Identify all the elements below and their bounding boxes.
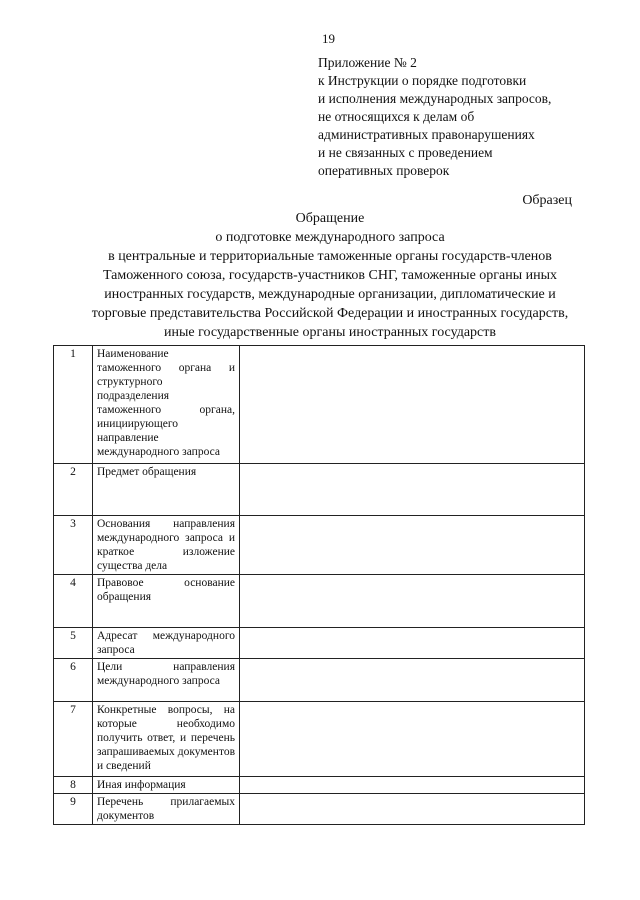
row-label: Правовое основание обращения (93, 575, 240, 628)
row-label: Наименование таможенного органа и структурного подразделения таможенного органа, инициирующего направление международного запроса (93, 346, 240, 464)
appendix-line: не относящихся к делам об (318, 109, 475, 124)
row-label: Перечень прилагаемых документов (93, 794, 240, 825)
appendix-line: оперативных проверок (318, 163, 450, 178)
document-title (40, 209, 620, 342)
row-label: Предмет обращения (93, 464, 240, 516)
title-line: иные государственные органы иностранных государств (164, 325, 496, 340)
row-number: 2 (54, 464, 93, 516)
appendix-line: Приложение № 2 (318, 55, 417, 70)
table-row (54, 575, 585, 628)
title-line: о подготовке международного запроса (215, 230, 445, 245)
page-number: 19 (322, 31, 335, 46)
row-number: 9 (54, 794, 93, 825)
table-row (54, 464, 585, 516)
row-number: 3 (54, 516, 93, 575)
appendix-line: к Инструкции о порядке подготовки (318, 73, 527, 88)
row-value-field[interactable] (240, 575, 585, 628)
row-number: 4 (54, 575, 93, 628)
row-label: Иная информация (93, 777, 240, 794)
appendix-line: и исполнения международных запросов, (318, 91, 552, 106)
row-value-field[interactable] (240, 628, 585, 659)
row-number: 8 (54, 777, 93, 794)
appendix-line: административных правонарушениях (318, 127, 535, 142)
table-row (54, 659, 585, 702)
table-row (54, 628, 585, 659)
title-line: торговые представительства Российской Федерации и иностранных государств, (91, 306, 569, 321)
row-label: Конкретные вопросы, на которые необходимо получить ответ, и перечень запрашиваемых документов и сведений (93, 702, 240, 777)
title-line: иностранных государств, международные организации, дипломатические и (104, 287, 556, 302)
appendix-header (318, 54, 618, 180)
appendix-line: и не связанных с проведением (318, 145, 493, 160)
sample-label: Образец (522, 193, 572, 208)
row-value-field[interactable] (240, 794, 585, 825)
row-number: 6 (54, 659, 93, 702)
table-row (54, 777, 585, 794)
row-value-field[interactable] (240, 516, 585, 575)
table-row (54, 702, 585, 777)
row-label: Основания направления международного запроса и краткое изложение существа дела (93, 516, 240, 575)
row-label: Адресат международного запроса (93, 628, 240, 659)
title-line: Таможенного союза, государств-участников СНГ, таможенные органы иных (102, 268, 558, 283)
row-number: 5 (54, 628, 93, 659)
row-value-field[interactable] (240, 464, 585, 516)
row-number: 7 (54, 702, 93, 777)
table-row (54, 794, 585, 825)
row-value-field[interactable] (240, 346, 585, 464)
title-line: в центральные и территориальные таможенные органы государств-членов (108, 249, 552, 264)
row-label: Цели направления международного запроса (93, 659, 240, 702)
row-number: 1 (54, 346, 93, 464)
row-value-field[interactable] (240, 659, 585, 702)
row-value-field[interactable] (240, 777, 585, 794)
table-row (54, 516, 585, 575)
table-row (54, 346, 585, 464)
title-heading: Обращение (295, 211, 365, 226)
form-table (53, 345, 585, 825)
row-value-field[interactable] (240, 702, 585, 777)
